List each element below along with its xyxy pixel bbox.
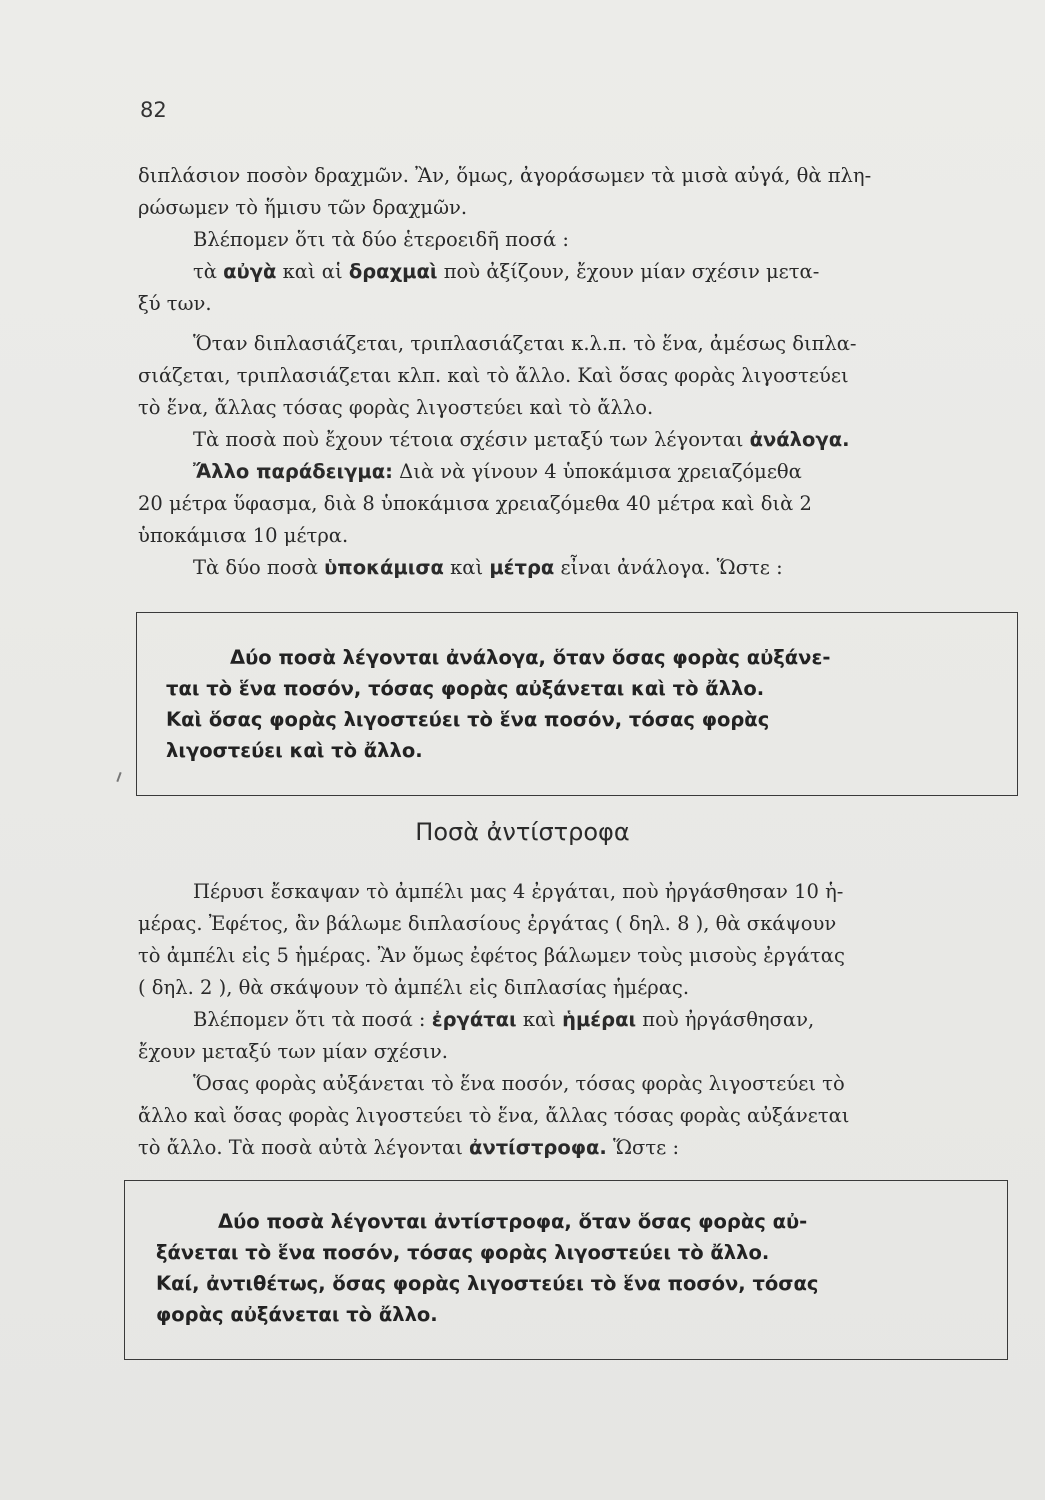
definition-line: Δύο ποσὰ λέγονται ἀντίστροφα, ὅταν ὅσας φορὰς αὐ- <box>218 1210 808 1233</box>
pencil-mark <box>116 772 121 782</box>
definition-line: ται τὸ ἕνα ποσόν, τόσας φορὰς αὐξάνεται καὶ τὸ ἄλλο. <box>166 677 765 700</box>
bold-term-antistrofa: ἀντίστροφα. <box>469 1136 607 1159</box>
bold-term-shirts: ὑποκάμισα <box>324 556 444 579</box>
definition-line: Καὶ ὅσας φορὰς λιγοστεύει τὸ ἕνα ποσόν, τόσας φορὰς <box>166 708 770 731</box>
text-run: Τὰ δύο ποσὰ <box>193 556 325 579</box>
text-line: σιάζεται, τριπλασιάζεται κλπ. καὶ τὸ ἄλλο. Καὶ ὅσας φορὰς λιγοστεύει <box>138 364 849 387</box>
section-heading: Ποσὰ ἀντίστροφα <box>415 818 630 846</box>
text-run: εἶναι ἀνάλογα. Ὥστε : <box>554 556 783 579</box>
definition-line: Καί, ἀντιθέτως, ὅσας φορὰς λιγοστεύει τὸ ἕνα ποσόν, τόσας <box>156 1272 819 1295</box>
text-run: ποὺ ἀξίζουν, ἔχουν μίαν σχέσιν μετα- <box>437 260 820 283</box>
definition-line: φορὰς αὐξάνεται τὸ ἄλλο. <box>156 1303 438 1326</box>
text-run: ποὺ ἠργάσθησαν, <box>636 1008 815 1031</box>
definition-line: Δύο ποσὰ λέγονται ἀνάλογα, ὅταν ὅσας φορὰς αὐξάνε- <box>230 646 831 669</box>
text-line: τὸ ἀμπέλι εἰς 5 ἡμέρας. Ἂν ὅμως ἐφέτος βάλωμεν τοὺς μισοὺς ἐργάτας <box>138 944 845 967</box>
bold-term-workers: ἐργάται <box>431 1008 517 1031</box>
text-line: ( δηλ. 2 ), θὰ σκάψουν τὸ ἀμπέλι εἰς διπλασίας ἡμέρας. <box>138 976 690 999</box>
text-line <box>138 424 1018 456</box>
definition-text-proportional <box>166 642 996 766</box>
text-line: ἄλλο καὶ ὅσας φορὰς λιγοστεύει τὸ ἕνα, ἄλλας τόσας φορὰς αὐξάνεται <box>138 1104 850 1127</box>
text-line: Πέρυσι ἔσκαψαν τὸ ἀμπέλι μας 4 ἐργάται, ποὺ ἠργάσθησαν 10 ἡ- <box>193 880 844 903</box>
definition-line: ξάνεται τὸ ἕνα ποσόν, τόσας φορὰς λιγοστεύει τὸ ἄλλο. <box>156 1241 770 1264</box>
text-line: ξύ των. <box>138 292 212 315</box>
definition-text-inverse <box>156 1206 996 1330</box>
text-line: τὸ ἕνα, ἄλλας τόσας φορὰς λιγοστεύει καὶ τὸ ἄλλο. <box>138 396 654 419</box>
bold-term-days: ἡμέραι <box>562 1008 637 1031</box>
text-line: μέρας. Ἐφέτος, ἂν βάλωμε διπλασίους ἐργάτας ( δηλ. 8 ), θὰ σκάψουν <box>138 912 837 935</box>
bold-term-example: Ἄλλο παράδειγμα: <box>193 460 393 483</box>
text-run: Διὰ νὰ γίνουν 4 ὑποκάμισα χρειαζόμεθα <box>392 460 802 483</box>
text-line: ρώσωμεν τὸ ἥμισυ τῶν δραχμῶν. <box>138 196 468 219</box>
text-run: καὶ αἱ <box>276 260 349 283</box>
text-run: Ὥστε : <box>606 1136 680 1159</box>
text-line <box>138 552 1018 584</box>
text-line: ἔχουν μεταξύ των μίαν σχέσιν. <box>138 1040 448 1063</box>
text-line <box>138 256 1018 288</box>
text-line: διπλάσιον ποσὸν δραχμῶν. Ἂν, ὅμως, ἀγοράσωμεν τὰ μισὰ αὐγά, θὰ πλη- <box>138 164 872 187</box>
text-line: Ὅσας φορὰς αὐξάνεται τὸ ἕνα ποσόν, τόσας φορὰς λιγοστεύει τὸ <box>193 1072 845 1095</box>
text-line <box>138 1004 1018 1036</box>
paragraph-eggs <box>138 160 1018 320</box>
text-run: τὸ ἄλλο. Τὰ ποσὰ αὐτὰ λέγονται <box>138 1136 470 1159</box>
bold-term-meters: μέτρα <box>489 556 555 579</box>
paragraph-vineyard <box>138 876 1018 1164</box>
bold-term-drachmas: δραχμαὶ <box>348 260 438 283</box>
page-number: 82 <box>140 98 167 122</box>
bold-term-eggs: αὐγὰ <box>223 260 277 283</box>
text-line: Βλέπομεν ὅτι τὰ δύο ἑτεροειδῆ ποσά : <box>193 228 569 251</box>
bold-term-analoga: ἀνάλογα. <box>749 428 850 451</box>
text-run: Τὰ ποσὰ ποὺ ἔχουν τέτοια σχέσιν μεταξύ των λέγονται <box>193 428 750 451</box>
text-run: Βλέπομεν ὅτι τὰ ποσά : <box>193 1008 432 1031</box>
text-run: καὶ <box>443 556 490 579</box>
definition-line: λιγοστεύει καὶ τὸ ἄλλο. <box>166 739 423 762</box>
text-line <box>138 456 1018 488</box>
text-line: ὑποκάμισα 10 μέτρα. <box>138 524 349 547</box>
text-line <box>138 1132 1018 1164</box>
text-line: 20 μέτρα ὕφασμα, διὰ 8 ὑποκάμισα χρειαζόμεθα 40 μέτρα καὶ διὰ 2 <box>138 492 812 515</box>
paragraph-doubling <box>138 328 1018 584</box>
text-run: καὶ <box>516 1008 563 1031</box>
text-run: τὰ <box>193 260 224 283</box>
text-line: Ὅταν διπλασιάζεται, τριπλασιάζεται κ.λ.π. τὸ ἕνα, ἀμέσως διπλα- <box>193 332 857 355</box>
